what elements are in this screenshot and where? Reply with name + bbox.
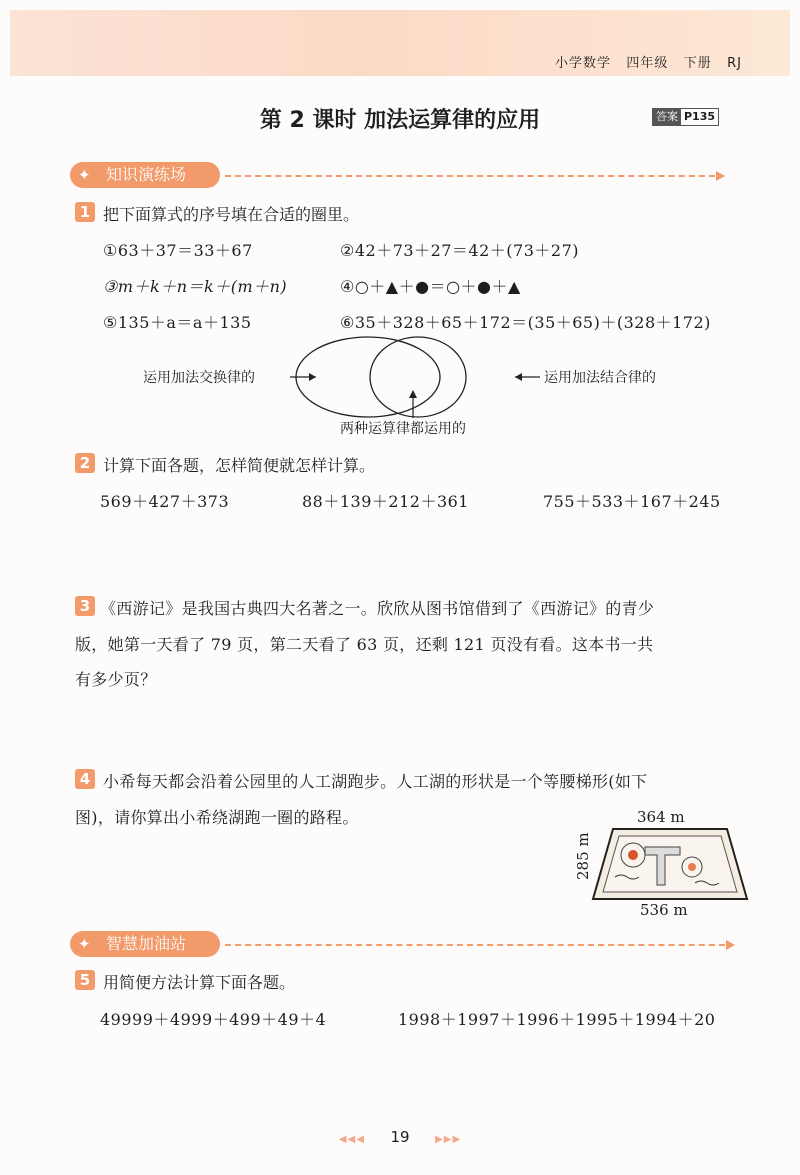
lake-trapezoid-figure bbox=[585, 825, 755, 905]
fountain-center bbox=[628, 850, 638, 860]
question-number-2: 2 bbox=[75, 453, 95, 473]
q2-prompt: 计算下面各题，怎样简便就怎样计算。 bbox=[103, 456, 376, 475]
question-number-3: 3 bbox=[75, 596, 95, 616]
q5-expr-2: 1998＋1997＋1996＋1995＋1994＋20 bbox=[398, 1010, 716, 1029]
trapezoid-top-length: 364 m bbox=[637, 808, 685, 826]
q3-line-2: 版，她第一天看了 79 页，第二天看了 63 页，还剩 121 页没有看。这本书一共 bbox=[75, 635, 654, 654]
answer-reference bbox=[652, 108, 719, 126]
lake-inner bbox=[603, 836, 737, 892]
arrow-right-icon bbox=[726, 940, 735, 950]
question-number-5: 5 bbox=[75, 970, 95, 990]
q3-line-3: 有多少页？ bbox=[75, 670, 157, 689]
runner-icon: ✦ bbox=[78, 935, 91, 953]
venn-label-commutative: 运用加法交换律的 bbox=[143, 370, 255, 386]
venn-left-ellipse bbox=[296, 337, 440, 417]
venn-label-both: 两种运算律都运用的 bbox=[340, 421, 466, 437]
q1-item-3: ③m＋k＋n＝k＋(m＋n) bbox=[103, 277, 288, 296]
right-arrow-head bbox=[515, 373, 522, 381]
book-info: 小学数学 四年级 下册 RJ bbox=[554, 56, 742, 71]
section-title-practice: 知识演练场 bbox=[106, 165, 187, 184]
page-title: 第 2 课时 加法运算律的应用 bbox=[259, 108, 541, 133]
q5-prompt: 用简便方法计算下面各题。 bbox=[103, 973, 296, 992]
q1-item-1: ①63＋37＝33＋67 bbox=[103, 241, 253, 260]
venn-label-associative: 运用加法结合律的 bbox=[544, 370, 656, 386]
trapezoid-bottom-length: 536 m bbox=[640, 901, 688, 919]
page-number: 19 bbox=[390, 1128, 410, 1146]
q2-expr-1: 569＋427＋373 bbox=[100, 492, 230, 511]
bottom-arrow-head bbox=[409, 390, 417, 398]
q1-item-4: ④○＋▲＋●＝○＋●＋▲ bbox=[340, 277, 521, 296]
section-divider bbox=[225, 175, 715, 177]
trapezoid-side-length: 285 m bbox=[574, 832, 592, 880]
left-arrow-head bbox=[309, 373, 316, 381]
page-footer bbox=[0, 1128, 800, 1146]
q1-item-2: ②42＋73＋27＝42＋(73＋27) bbox=[340, 241, 579, 260]
answer-key-label: 答案 bbox=[653, 109, 681, 125]
section-banner-practice bbox=[70, 162, 220, 188]
q1-item-6: ⑥35＋328＋65＋172＝(35＋65)＋(328＋172) bbox=[340, 313, 711, 332]
arrow-right-icon bbox=[716, 171, 725, 181]
q5-expr-1: 49999＋4999＋499＋49＋4 bbox=[100, 1010, 327, 1029]
q3-line-1: 《西游记》是我国古典四大名著之一。欣欣从图书馆借到了《西游记》的青少 bbox=[100, 599, 655, 618]
q4-line-1: 小希每天都会沿着公园里的人工湖跑步。人工湖的形状是一个等腰梯形(如下 bbox=[103, 772, 648, 791]
right-arrows-icon: ▶▶▶ bbox=[435, 1134, 462, 1145]
question-number-4: 4 bbox=[75, 769, 95, 789]
section-title-advanced: 智慧加油站 bbox=[106, 934, 187, 953]
question-number-1: 1 bbox=[75, 202, 95, 222]
q2-expr-3: 755＋533＋167＋245 bbox=[543, 492, 721, 511]
q4-line-2: 图)，请你算出小希绕湖跑一圈的路程。 bbox=[75, 808, 359, 827]
runner-icon: ✦ bbox=[78, 166, 91, 184]
section-divider bbox=[225, 944, 725, 946]
answer-page: P135 bbox=[684, 110, 716, 123]
q1-item-5: ⑤135＋a＝a＋135 bbox=[103, 313, 252, 332]
left-arrows-icon: ◀◀◀ bbox=[338, 1134, 365, 1145]
q2-expr-2: 88＋139＋212＋361 bbox=[302, 492, 469, 511]
section-banner-advanced bbox=[70, 931, 220, 957]
venn-right-ellipse bbox=[370, 337, 466, 417]
q1-prompt: 把下面算式的序号填在合适的圈里。 bbox=[103, 205, 360, 224]
island-center bbox=[688, 863, 696, 871]
